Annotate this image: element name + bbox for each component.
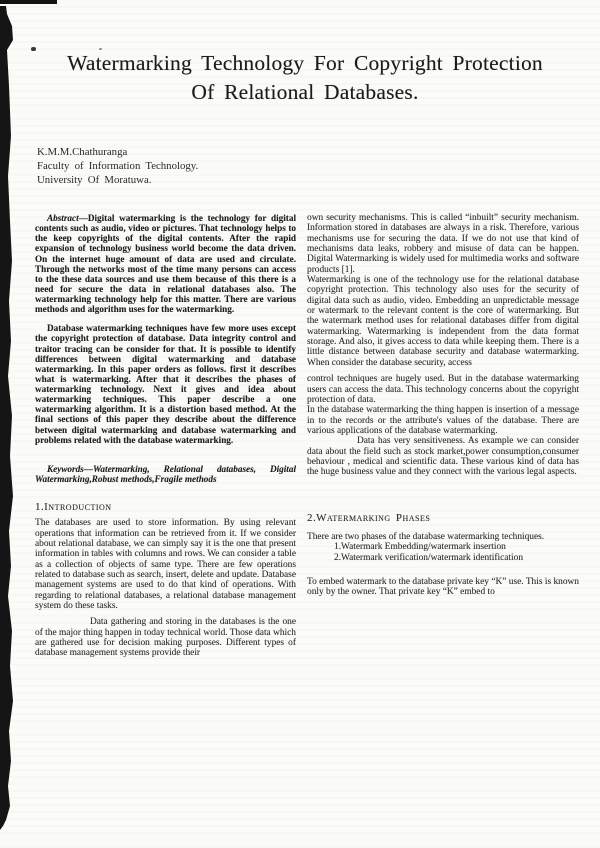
phase-list [307,542,579,564]
phases-intro-paragraph: There are two phases of the database watermarking techniques. [307,531,545,542]
author-name: K.M.M.Chathuranga [37,146,128,158]
abstract-paragraph-2: Database watermarking techniques have few more uses except the copyright protection of database. Data integrity control and traitor tracing can be consider for that. It is possible to identify differences between digital watermarking and database watermarking. In this paper orders as follows. first it describes what is watermarking. After that it describes the phases of watermarking technology. Next it gives and idea about watermarking techniques. This paper describe a one watermarking algorithm. It is a distortion based method. At the final sections of this paper they describe about the difference between digital watermarking and database watermarking and problems related with the database watermarking. [35,323,296,445]
section-heading-watermarking-phases: 2.Watermarking Phases [307,511,431,524]
body-paragraph-security: own security mechanisms. This is called “inbuilt” security mechanism. Information stored in databases are always in a risk. Therefore, various mechanisms use for securing the data. If we do not use that kind of mechanisms data leaks, robbery and misuse of data can be happen. Digital Watermarking is widely used for multimedia works and software products [1]. [307,213,579,275]
keywords-paragraph [35,464,296,485]
paper-title-line1: Watermarking Technology For Copyright Protection [67,51,543,75]
section-heading-introduction: 1.Introduction [35,501,112,514]
body-paragraph-private-key: To embed watermark to the database private key “K” use. This is known only by the owner. That private key “K” embed to [307,576,579,597]
right-column [307,213,579,597]
phase-list-item-1: 1.Watermark Embedding/watermark insertion [334,541,506,552]
abstract-paragraph [35,213,296,314]
paper-title-line2: Of Relational Databases. [191,80,419,104]
paper-title [22,49,588,107]
keywords-label: Keywords— [47,463,93,474]
body-paragraph-watermarking: Watermarking is one of the technology use for the relational database copyright protection. This technology also uses for the security of digital data such as audio, video. Embedding an unpredictable message or watermark to the relevant content is the core of watermarking. But the watermark method uses for relational databases differ from digital watermarking. Watermarking is independent from the data format storage. And also, it gives access to data while keeping them. There is a little distance between database security and database watermarking. When consider the database security, access [307,275,579,368]
left-column [35,213,296,659]
scan-artifact-left-strip [0,6,16,830]
abstract-text: Digital watermarking is the technology for digital contents such as audio, video or pictures. That technology helps to the keep copyrights of the digital contents. After the rapid expansion of technology business world become the data driven. On the internet huge amount of data are used and circulate. Through the networks most of the time many persons can access to the these data sources and use them because of this there is a need for secure the data in relational databases also. The watermarking technology help for this matter. There are various methods and algorithm uses for the watermarking. [35,213,296,315]
author-university: University Of Moratuwa. [37,173,152,186]
phase-list-item-2: 2.Watermark verification/watermark identification [334,552,524,563]
keywords-text: Watermarking, Relational databases, Digital Watermarking,Robust methods,Fragile methods [35,463,296,485]
body-paragraph-access-control: control techniques are hugely used. But in the database watermarking users can access the data. This technology concerns about the copyright protection of data. [307,374,579,405]
author-affiliation: Faculty of Information Technology. [37,159,199,172]
abstract-label: Abstract— [47,213,88,223]
introduction-paragraph-1: The databases are used to store information. By using relevant operations that information can be retrieved from it. If we consider about relational database, we can simply say it is the one that present information in tables with columns and rows. We can consider a table as a collection of objects of same type. There are few operations related to database such as search, insert, delete and update. Database management systems are used to do that kind of operations. With regarding to relational databases, a relational database management system do these tasks. [35,518,296,612]
introduction-paragraph-2: Data gathering and storing in the databases is the one of the major thing happen in today technical world. Those data which are gathered use for decision making purposes. Different types of database management systems provide their [35,617,296,659]
scan-artifact-top-bar [0,0,57,4]
body-paragraph-insertion: In the database watermarking the thing happen is insertion of a message in to the records or the attribute's values of the database. There are various applications of the database watermarking. [307,405,579,436]
body-paragraph-sensitiveness: Data has very sensitiveness. As example we can consider data about the field such as stock market,power consumption,consumer behaviour , medical and scientific data. These various kind of data has the huge business value and they connect with the various legal aspects. [307,436,579,478]
author-block [37,146,198,187]
